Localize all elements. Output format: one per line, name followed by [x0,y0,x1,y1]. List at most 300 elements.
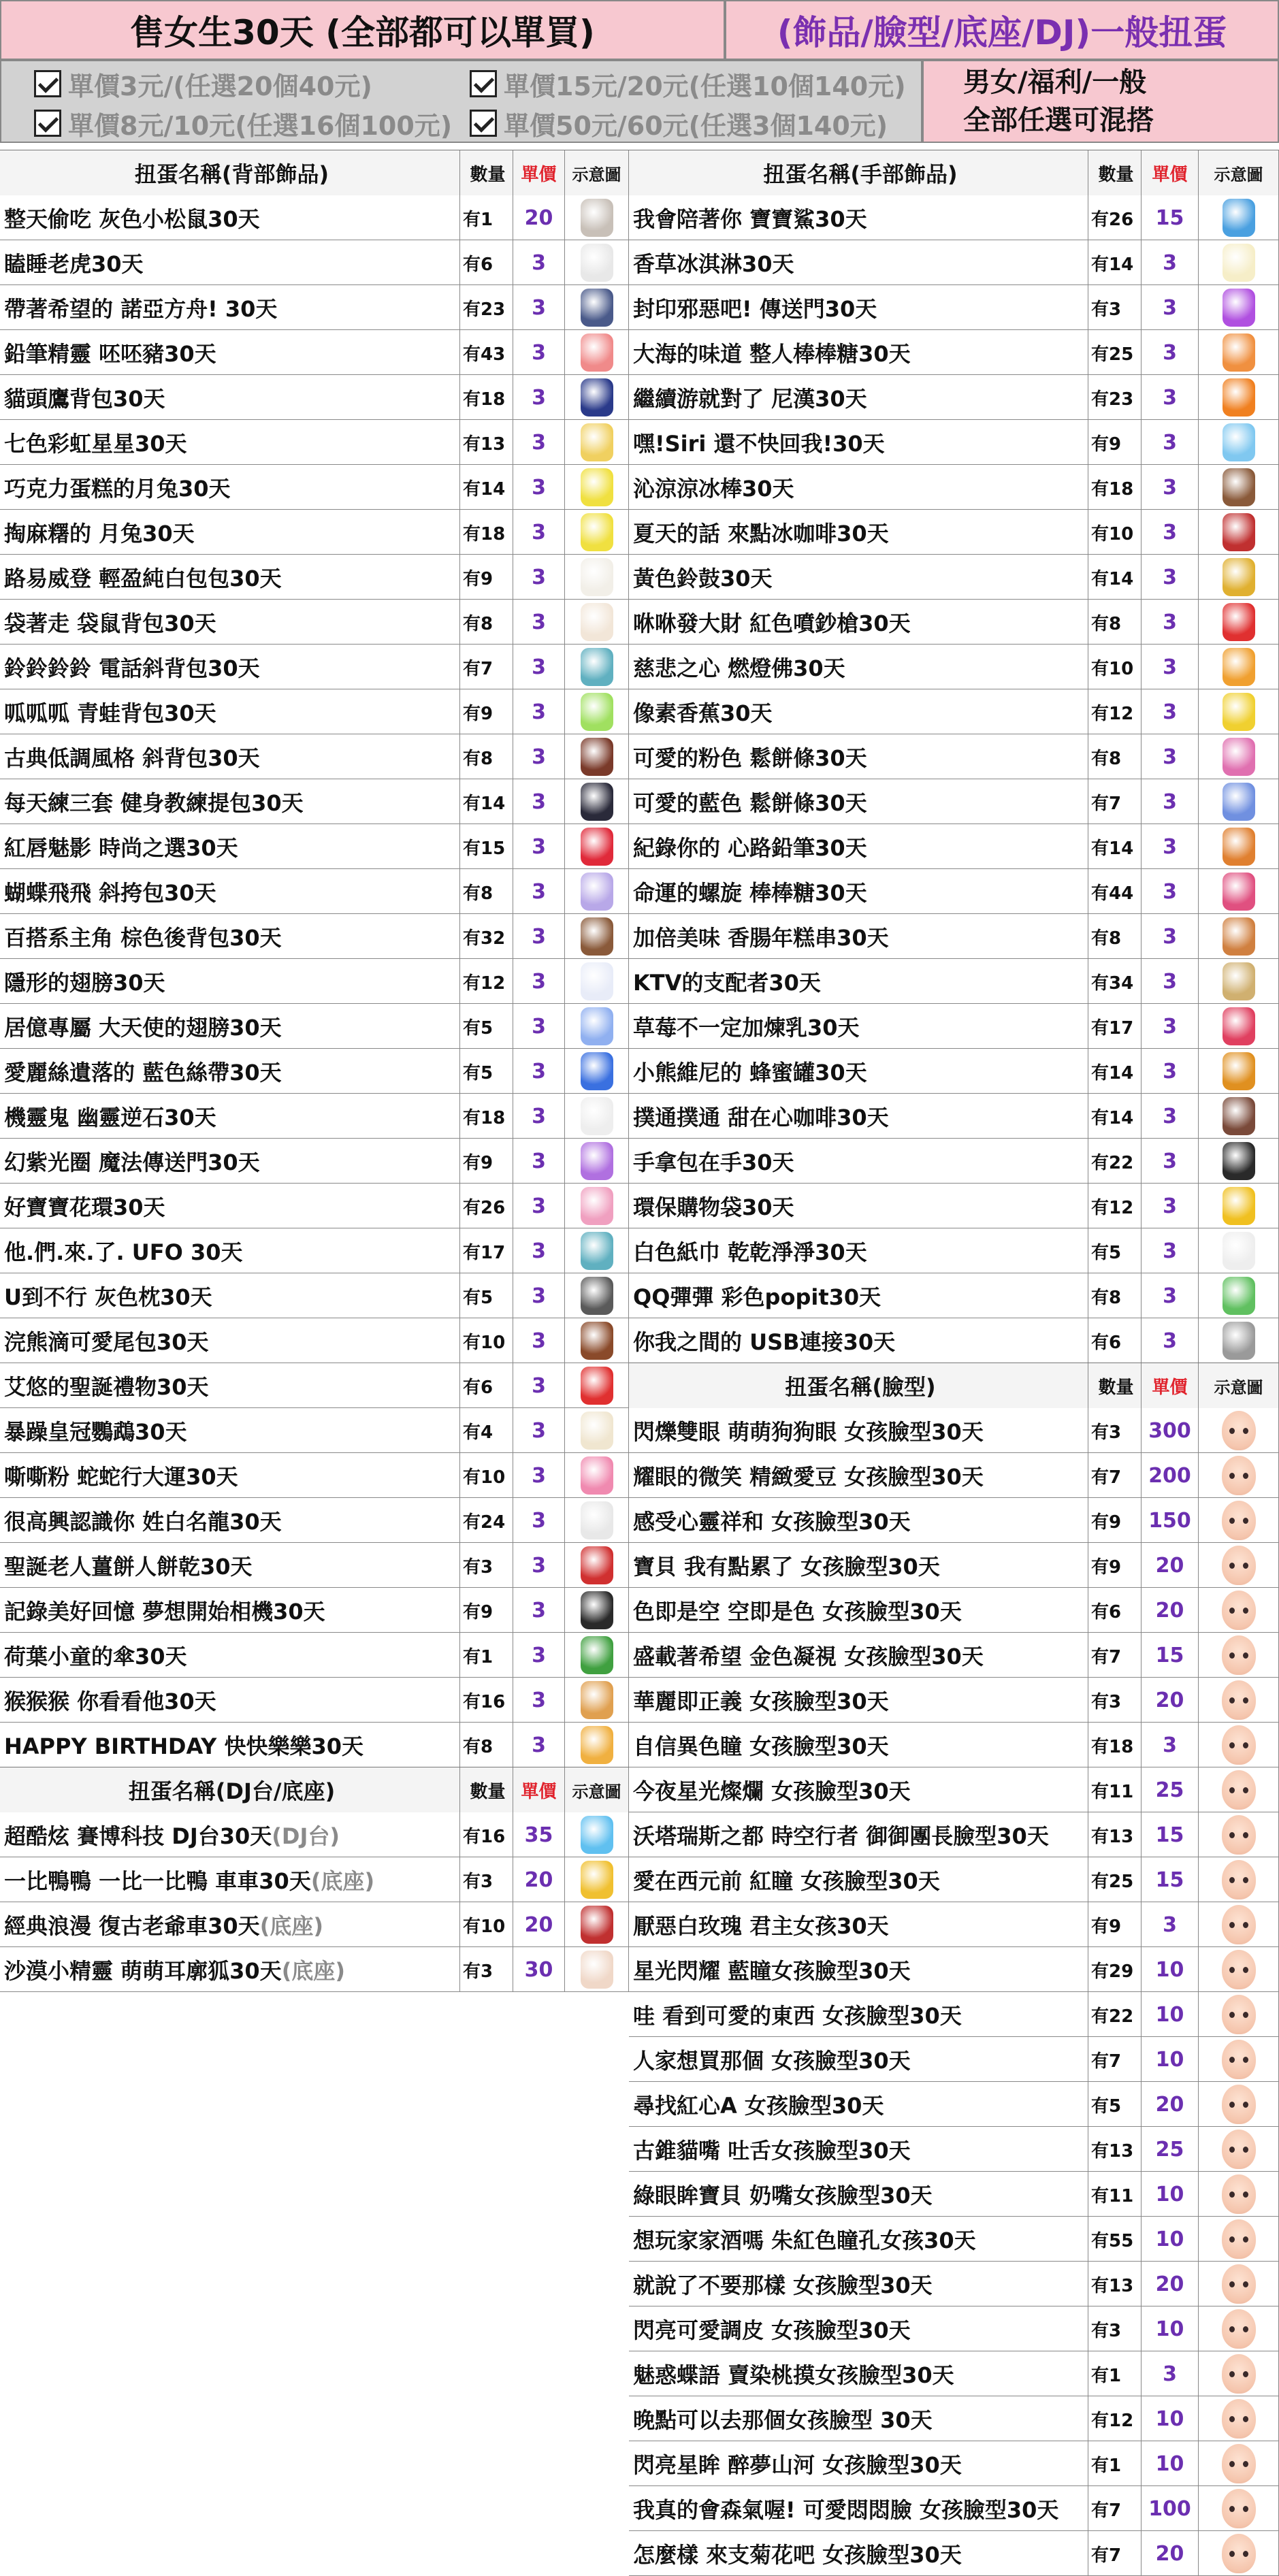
item-price: 20 [1142,1588,1199,1633]
table-row [629,1139,1279,1184]
table-row [629,1902,1279,1947]
item-price: 3 [1142,1902,1199,1947]
item-quantity: 有10 [1088,645,1142,689]
item-price: 3 [513,1498,565,1543]
face-preview-icon [1222,1725,1256,1765]
table-row [629,195,1279,240]
item-name-text: 盛載著希望 金色凝視 女孩臉型30天 [633,1644,984,1669]
item-name [629,555,1088,600]
table-row [629,600,1279,645]
item-image [565,1228,629,1273]
item-quantity: 有6 [460,1363,513,1408]
item-price: 3 [1142,510,1199,555]
item-name [0,1184,460,1228]
item-image [1199,734,1279,779]
item-image [565,689,629,734]
main-title: 售女生30天 (全部都可以單買) [0,0,725,60]
item-image [565,1049,629,1094]
item-price: 10 [1142,2217,1199,2262]
item-name [629,330,1088,375]
item-name [629,1408,1088,1453]
item-price: 3 [513,1543,565,1588]
angel-wings-icon [581,1007,613,1045]
item-image [1199,2217,1279,2262]
item-image [1199,2351,1279,2396]
price-option [34,103,452,143]
item-name-text: 晚點可以去那個女孩臉型 30天 [633,2407,933,2433]
item-price: 3 [1142,645,1199,689]
item-name-text: HAPPY BIRTHDAY 快快樂樂30天 [4,1733,363,1759]
item-quantity: 有13 [1088,2262,1142,2306]
item-name [629,1228,1088,1273]
table-row [629,240,1279,285]
item-name-text: 人家想買那個 女孩臉型30天 [633,2048,911,2074]
portal-icon [1223,289,1255,327]
item-name [629,1543,1088,1588]
item-quantity: 有7 [1088,2531,1142,2576]
item-name [629,1049,1088,1094]
item-name [0,645,460,689]
banana-icon [1223,693,1255,731]
item-price: 3 [1142,734,1199,779]
item-name-text: 愛麗絲遺落的 藍色絲帶30天 [4,1060,282,1086]
table-row [629,2486,1279,2531]
item-name [629,285,1088,330]
item-name-text: 巧克力蛋糕的月兔30天 [4,476,231,502]
item-name-text: 好寶寶花環30天 [4,1194,165,1220]
wreath-icon [581,1187,613,1225]
table-row [629,1318,1279,1363]
table-row [629,375,1279,420]
item-name [629,869,1088,914]
item-price: 3 [513,1408,565,1453]
table-row [0,914,629,959]
item-price: 3 [513,1228,565,1273]
tiger-icon [581,244,613,282]
item-name [629,1947,1088,1992]
item-image [1199,465,1279,510]
item-quantity: 有3 [460,1947,513,1992]
item-image [1199,1857,1279,1902]
item-name-text: 鈴鈴鈴鈴 電話斜背包30天 [4,655,260,681]
item-quantity: 有55 [1088,2217,1142,2262]
item-name [0,824,460,869]
item-name [629,1678,1088,1723]
item-name-text: 閃亮星眸 醉夢山河 女孩臉型30天 [633,2452,962,2478]
item-quantity: 有9 [460,689,513,734]
item-quantity: 有9 [460,555,513,600]
item-price: 3 [1142,555,1199,600]
item-name-text: 整天偷吃 灰色小松鼠30天 [4,206,260,232]
item-image [1199,600,1279,645]
item-name-text: 機靈鬼 幽靈逆石30天 [4,1105,216,1130]
face-preview-icon [1222,1501,1256,1540]
item-name [629,2172,1088,2217]
item-name [629,959,1088,1004]
item-name-text: 大海的味道 整人棒棒糖30天 [633,341,911,367]
item-image [565,510,629,555]
item-name [629,465,1088,510]
face-preview-icon [1222,1635,1256,1675]
header-name: 扭蛋名稱(臉型) [629,1363,1088,1408]
item-name [629,824,1088,869]
item-quantity: 有10 [460,1318,513,1363]
item-price: 3 [513,645,565,689]
item-type-suffix: (底座) [281,1958,345,1984]
item-price: 10 [1142,1947,1199,1992]
table-row [0,689,629,734]
item-name [629,510,1088,555]
item-name-text: 掏麻糬的 月兔30天 [4,521,195,547]
item-price: 3 [1142,1094,1199,1139]
table-row [0,1902,629,1947]
item-name-text: 紀錄你的 心路鉛筆30天 [633,835,867,861]
item-image [1199,1318,1279,1363]
item-image [1199,1588,1279,1633]
item-price: 3 [513,1004,565,1049]
lantern-icon [1223,648,1255,686]
item-price: 15 [1142,1633,1199,1678]
item-quantity: 有22 [1088,1992,1142,2037]
item-image [565,1947,629,1992]
item-name [0,555,460,600]
item-price: 3 [513,824,565,869]
ktv-icon [1223,962,1255,1000]
item-price: 3 [513,1094,565,1139]
header-qty: 數量 [460,1767,513,1812]
item-name-text: 古典低調風格 斜背包30天 [4,745,260,771]
item-price: 15 [1142,195,1199,240]
item-quantity: 有11 [1088,2172,1142,2217]
item-image [565,1588,629,1633]
face-preview-icon [1222,2219,1256,2259]
item-image [1199,1408,1279,1453]
table-row [629,2351,1279,2396]
item-image [1199,2306,1279,2351]
honey-pot-icon [1223,1052,1255,1090]
item-name [0,779,460,824]
note-line: 男女/福利/一般 [963,67,1147,98]
table-header-row [0,150,629,195]
item-name-text: 很高興認識你 姓白名龍30天 [4,1509,282,1535]
item-name [0,240,460,285]
item-price: 3 [1142,1273,1199,1318]
table-row [0,510,629,555]
item-image [1199,1543,1279,1588]
item-image [1199,195,1279,240]
pig-icon [581,333,613,372]
table-row [629,1408,1279,1453]
item-name-text: 暴躁皇冠鸚鵡30天 [4,1419,187,1445]
header-price: 單價 [1142,1363,1199,1408]
table-row [0,1723,629,1767]
dragon-icon [581,1501,613,1539]
face-preview-icon [1222,1591,1256,1630]
item-name [629,2262,1088,2306]
item-quantity: 有9 [1088,1498,1142,1543]
item-price: 3 [1142,375,1199,420]
item-image [565,1453,629,1498]
item-quantity: 有12 [1088,2396,1142,2441]
item-name-text: 撲通撲通 甜在心咖啡30天 [633,1105,889,1130]
table-row [0,959,629,1004]
table-row [0,824,629,869]
item-price: 3 [513,959,565,1004]
item-image [1199,1812,1279,1857]
checkbox-checked-icon [470,70,497,97]
table-row [0,420,629,465]
item-name [0,1318,460,1363]
item-quantity: 有18 [460,1094,513,1139]
item-name-text: 聖誕老人薑餅人餅乾30天 [4,1554,253,1580]
face-preview-icon [1222,1680,1256,1720]
table-row [0,779,629,824]
item-name [629,1633,1088,1678]
face-preview-icon [1222,2174,1256,2214]
item-price: 30 [513,1947,565,1992]
item-image [1199,1678,1279,1723]
table-row [629,285,1279,330]
item-name [629,1902,1088,1947]
item-quantity: 有24 [460,1498,513,1543]
fennec-fox-icon [581,1951,613,1989]
item-name [629,2217,1088,2262]
item-quantity: 有16 [460,1678,513,1723]
item-name-text: 呱呱呱 青蛙背包30天 [4,700,216,726]
item-name-text: 居億專屬 大天使的翅膀30天 [4,1015,282,1041]
item-name [0,1498,460,1543]
item-name-text: QQ彈彈 彩色popit30天 [633,1284,881,1310]
item-image [1199,689,1279,734]
face-preview-icon [1222,2309,1256,2349]
item-image [1199,2037,1279,2082]
item-name-text: 感受心靈祥和 女孩臉型30天 [633,1509,911,1535]
red-bag-icon [581,828,613,866]
item-quantity: 有14 [1088,824,1142,869]
item-price: 3 [513,1363,565,1408]
item-price: 3 [1142,1318,1199,1363]
item-quantity: 有7 [1088,1453,1142,1498]
header-image: 示意圖 [1199,1363,1279,1408]
item-price: 3 [513,734,565,779]
item-quantity: 有18 [460,510,513,555]
item-name [629,1094,1088,1139]
header-price: 單價 [513,1767,565,1812]
item-image [1199,959,1279,1004]
table-row [0,734,629,779]
item-name-text: 自信異色瞳 女孩臉型30天 [633,1733,889,1759]
item-quantity: 有14 [1088,240,1142,285]
item-name-text: 我真的會森氣喔! 可愛悶悶臉 女孩臉型30天 [633,2497,1059,2523]
item-name-text: 每天練三套 健身教練提包30天 [4,790,304,816]
item-image [1199,510,1279,555]
table-header-row [629,1363,1279,1408]
table-row [0,1363,629,1408]
table-row [629,555,1279,600]
table-row [629,510,1279,555]
item-name-text: 香草冰淇淋30天 [633,251,794,277]
item-name [0,1273,460,1318]
item-image [1199,1498,1279,1543]
coffee-icon [1223,1097,1255,1135]
face-preview-icon [1222,2130,1256,2169]
item-quantity: 有26 [1088,195,1142,240]
item-name [0,465,460,510]
table-row [629,2441,1279,2486]
table-row [629,420,1279,465]
item-image [1199,2486,1279,2531]
raccoon-tail-icon [581,1322,613,1360]
table-row [629,2262,1279,2306]
table-row [0,375,629,420]
item-image [565,330,629,375]
table-row [0,285,629,330]
table-row [629,1992,1279,2037]
item-quantity: 有7 [1088,779,1142,824]
item-price: 20 [1142,1678,1199,1723]
item-quantity: 有1 [1088,2441,1142,2486]
face-preview-icon [1222,1905,1256,1944]
leaf-umbrella-icon [581,1636,613,1674]
face-preview-icon [1222,1815,1256,1855]
item-price: 3 [1142,1184,1199,1228]
item-name [629,420,1088,465]
item-quantity: 有3 [1088,1408,1142,1453]
gym-bag-icon [581,783,613,821]
item-name [0,1543,460,1588]
item-name [629,645,1088,689]
table-row [629,2037,1279,2082]
table-row [629,1947,1279,1992]
item-image [565,1363,629,1408]
item-name-text: 命運的螺旋 棒棒糖30天 [633,880,867,906]
back-accessory-table [0,150,629,1767]
face-preview-icon [1222,2085,1256,2124]
dj-table-icon [581,1816,613,1854]
item-quantity: 有7 [1088,2486,1142,2531]
dj-base-table [0,1767,629,1991]
table-row [0,1273,629,1318]
item-name [0,1857,460,1902]
table-row [0,1318,629,1363]
table-row [629,1273,1279,1318]
table-row [629,1498,1279,1543]
item-name-text: 想玩家家酒嗎 朱紅色瞳孔女孩30天 [633,2228,976,2253]
item-image [565,869,629,914]
table-row [629,959,1279,1004]
item-name [629,2486,1088,2531]
item-price: 3 [513,330,565,375]
item-price: 3 [513,869,565,914]
item-quantity: 有26 [460,1184,513,1228]
item-image [1199,824,1279,869]
item-image [1199,1049,1279,1094]
item-name [629,2037,1088,2082]
table-row [629,1633,1279,1678]
item-quantity: 有7 [1088,2037,1142,2082]
item-quantity: 有25 [1088,1857,1142,1902]
face-preview-icon [1222,1411,1256,1450]
item-quantity: 有23 [460,285,513,330]
table-row [629,2082,1279,2127]
item-quantity: 有29 [1088,1947,1142,1992]
item-name [629,1723,1088,1767]
table-row [629,1004,1279,1049]
item-quantity: 有8 [1088,600,1142,645]
strawberry-icon [1223,1007,1255,1045]
item-quantity: 有7 [1088,1633,1142,1678]
table-row [0,330,629,375]
item-image [565,779,629,824]
item-name [0,1723,460,1767]
item-price: 20 [513,195,565,240]
table-row [0,1408,629,1453]
tambourine-icon [1223,558,1255,596]
item-name-text: 你我之間的 USB連接30天 [633,1329,896,1355]
item-name [629,240,1088,285]
checkbox-checked-icon [34,110,61,137]
item-name-text: 繼續游就對了 尼漢30天 [633,386,867,412]
item-quantity: 有43 [460,330,513,375]
item-name [0,420,460,465]
table-row [629,689,1279,734]
item-price: 3 [1142,1049,1199,1094]
item-price: 3 [1142,240,1199,285]
category-title: (飾品/臉型/底座/DJ)一般扭蛋 [725,0,1279,60]
item-name-text: 隱形的翅膀30天 [4,970,165,996]
table-row [629,1049,1279,1094]
item-name [0,869,460,914]
item-name [629,2082,1088,2127]
item-name [0,959,460,1004]
item-type-suffix: (底座) [310,1868,375,1894]
table-row [0,1812,629,1857]
item-name [629,779,1088,824]
item-image [1199,1947,1279,1992]
item-quantity: 有18 [460,375,513,420]
birthday-icon [581,1726,613,1764]
item-image [1199,420,1279,465]
item-quantity: 有14 [1088,1049,1142,1094]
header-price: 單價 [513,150,565,195]
table-row [629,645,1279,689]
item-price: 3 [513,1588,565,1633]
face-preview-icon [1222,2040,1256,2079]
item-name [0,734,460,779]
item-name [0,1049,460,1094]
item-price: 3 [1142,1228,1199,1273]
item-name [0,689,460,734]
item-image [1199,1094,1279,1139]
item-image [1199,914,1279,959]
item-price: 3 [513,1139,565,1184]
item-image [565,420,629,465]
vintage-car-icon [581,1906,613,1944]
ice-cream-icon [1223,244,1255,282]
item-name-text: 手拿包在手30天 [633,1150,794,1175]
item-image [565,1678,629,1723]
item-price: 3 [513,375,565,420]
item-price: 3 [1142,914,1199,959]
item-image [1199,1273,1279,1318]
item-image [1199,1139,1279,1184]
table-row [629,1453,1279,1498]
item-name-text: 小熊維尼的 蜂蜜罐30天 [633,1060,867,1086]
item-image [1199,2262,1279,2306]
item-quantity: 有14 [460,779,513,824]
frog-bag-icon [581,693,613,731]
item-quantity: 有32 [460,914,513,959]
